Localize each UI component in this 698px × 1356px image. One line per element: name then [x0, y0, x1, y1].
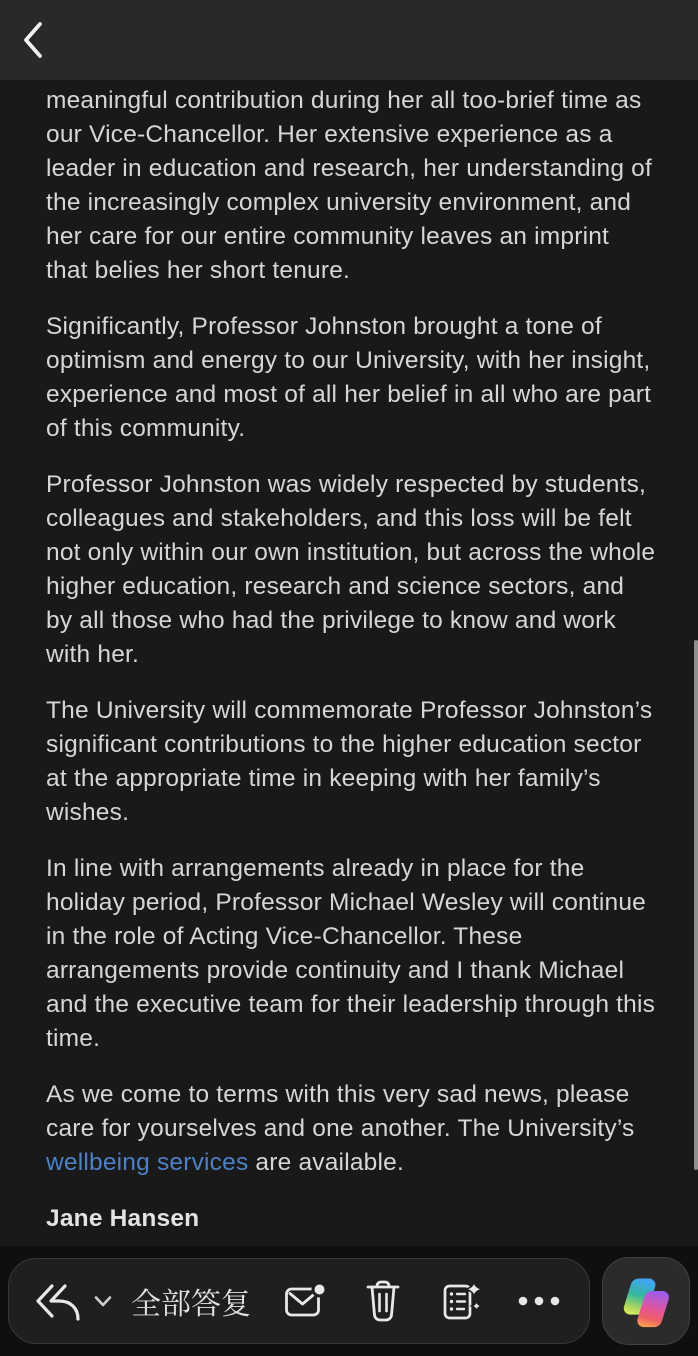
- reply-all-icon: [31, 1281, 83, 1321]
- envelope-unread-icon: [282, 1280, 328, 1322]
- closing-text-pre: As we come to terms with this very sad news, please care for yourselves and one another. The University’s: [46, 1081, 635, 1142]
- body-paragraph: meaningful contribution during her all too-brief time as our Vice-Chancellor. Her extensive experience as a leader in education and research, her understanding of the increasingly complex university environment, and her care for our entire community leaves an imprint that belies her short tenure.: [46, 87, 653, 284]
- back-button[interactable]: [16, 14, 60, 66]
- delete-button[interactable]: [359, 1274, 407, 1328]
- summarize-button[interactable]: [437, 1274, 485, 1328]
- reply-all-button[interactable]: [31, 1279, 251, 1323]
- reply-all-label: 全部答复: [131, 1288, 251, 1321]
- chevron-left-icon: [20, 20, 46, 60]
- bottom-toolbar: [0, 1246, 698, 1356]
- signature: Jane Hansen: [46, 1205, 200, 1232]
- top-app-bar: [0, 0, 698, 80]
- copilot-button[interactable]: [602, 1257, 690, 1345]
- action-bar: [8, 1258, 590, 1344]
- trash-icon: [363, 1279, 403, 1323]
- body-paragraph-closing: [46, 1078, 656, 1180]
- more-options-button[interactable]: [515, 1274, 563, 1328]
- scrollbar-thumb[interactable]: [694, 640, 698, 1170]
- chevron-down-icon: [93, 1294, 113, 1309]
- body-paragraph: Professor Johnston was widely respected by students, colleagues and stakeholders, and this loss will be felt not only within our own institution, but across the whole higher education, research and science sectors, and by all those who had the privilege to know and work with her.: [46, 471, 656, 668]
- ellipsis-icon: [516, 1294, 562, 1308]
- copilot-logo-icon: [619, 1274, 673, 1328]
- closing-text-post: are available.: [248, 1149, 404, 1176]
- toolbar-actions: [281, 1274, 563, 1328]
- notepad-sparkles-icon: [438, 1279, 484, 1323]
- email-body: [0, 80, 698, 1246]
- mark-unread-button[interactable]: [281, 1274, 329, 1328]
- body-paragraph: In line with arrangements already in place for the holiday period, Professor Michael Wesley will continue in the role of Acting Vice-Chancellor. These arrangements provide continuity and I thank Michael and the executive team for their leadership through this time.: [46, 855, 656, 1052]
- body-paragraph: The University will commemorate Professor Johnston’s significant contributions to the higher education sector at the appropriate time in keeping with her family’s wishes.: [46, 697, 653, 826]
- body-paragraph: Significantly, Professor Johnston brought a tone of optimism and energy to our University, with her insight, experience and most of all her belief in all who are part of this community.: [46, 313, 652, 442]
- wellbeing-services-link[interactable]: wellbeing services: [46, 1149, 249, 1176]
